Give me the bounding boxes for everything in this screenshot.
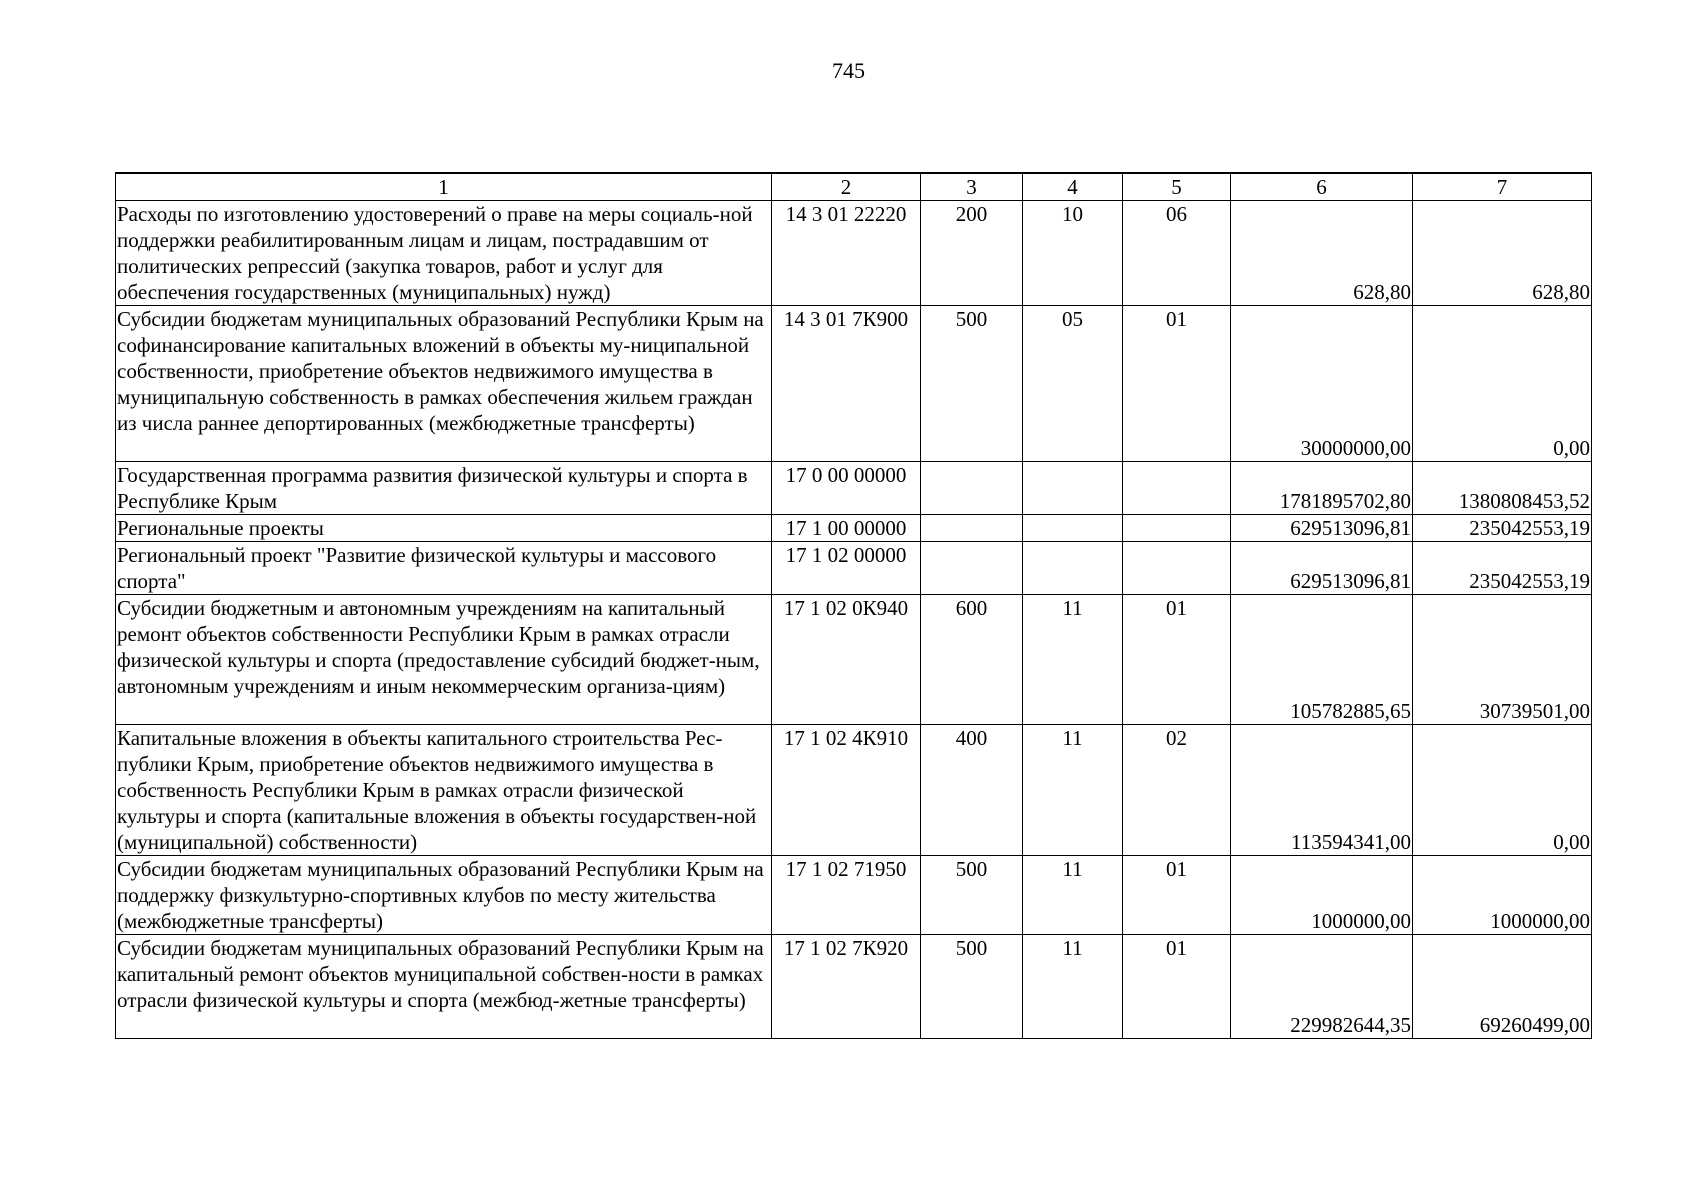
row-amount-2: 235042553,19 [1413,542,1592,595]
row-amount-2: 0,00 [1413,306,1592,462]
row-target-code: 17 1 02 7К920 [772,935,921,1039]
row-section [1023,515,1123,542]
header-col-3: 3 [921,173,1023,201]
row-amount-2: 0,00 [1413,725,1592,856]
row-amount-1: 229982644,35 [1231,935,1413,1039]
row-description: Расходы по изготовлению удостоверений о праве на меры социаль-ной поддержки реабилитированным лицам и лицам, пострадавшим от политических репрессий (закупка товаров, работ и услуг для обеспечения государственных (муниципальных) нужд) [116,201,772,306]
row-expense-type: 500 [921,935,1023,1039]
row-amount-2: 1380808453,52 [1413,462,1592,515]
header-col-2: 2 [772,173,921,201]
row-expense-type: 400 [921,725,1023,856]
row-amount-2: 235042553,19 [1413,515,1592,542]
row-description: Региональные проекты [116,515,772,542]
table-row [116,856,1592,935]
row-description: Субсидии бюджетам муниципальных образований Республики Крым на поддержку физкультурно-спортивных клубов по месту жительства (межбюджетные трансферты) [116,856,772,935]
table-row [116,462,1592,515]
row-amount-1: 105782885,65 [1231,595,1413,725]
row-section: 11 [1023,856,1123,935]
row-description: Государственная программа развития физической культуры и спорта в Республике Крым [116,462,772,515]
header-col-1: 1 [116,173,772,201]
row-section [1023,542,1123,595]
table-row [116,935,1592,1039]
row-expense-type [921,515,1023,542]
table-row [116,201,1592,306]
page-number: 745 [832,58,865,83]
row-amount-1: 628,80 [1231,201,1413,306]
header-col-5: 5 [1123,173,1231,201]
row-amount-1: 113594341,00 [1231,725,1413,856]
row-section: 10 [1023,201,1123,306]
row-target-code: 17 0 00 00000 [772,462,921,515]
table-row [116,542,1592,595]
table-row [116,306,1592,462]
row-expense-type [921,462,1023,515]
row-description: Субсидии бюджетам муниципальных образований Республики Крым на софинансирование капитальных вложений в объекты му-ниципальной собственности, приобретение объектов недвижимого имущества в муниципальную собственность в рамках обеспечения жильем граждан из числа раннее депортированных (межбюджетные трансферты) [116,306,772,462]
row-amount-2: 69260499,00 [1413,935,1592,1039]
row-target-code: 17 1 02 71950 [772,856,921,935]
row-subsection [1123,515,1231,542]
row-expense-type: 200 [921,201,1023,306]
table-header-row [116,173,1592,201]
row-section [1023,462,1123,515]
row-target-code: 14 3 01 7К900 [772,306,921,462]
row-description: Капитальные вложения в объекты капитального строительства Рес-публики Крым, приобретение объектов недвижимого имущества в собственность Республики Крым в рамках отрасли физической культуры и спорта (капитальные вложения в объекты государствен-ной (муниципальной) собственности) [116,725,772,856]
header-col-6: 6 [1231,173,1413,201]
row-subsection: 02 [1123,725,1231,856]
row-subsection [1123,462,1231,515]
header-col-4: 4 [1023,173,1123,201]
header-col-7: 7 [1413,173,1592,201]
row-amount-1: 629513096,81 [1231,542,1413,595]
row-description: Субсидии бюджетам муниципальных образований Республики Крым на капитальный ремонт объектов муниципальной собствен-ности в рамках отрасли физической культуры и спорта (межбюд-жетные трансферты) [116,935,772,1039]
row-amount-1: 1781895702,80 [1231,462,1413,515]
row-amount-1: 629513096,81 [1231,515,1413,542]
budget-table [115,172,1592,1039]
row-description: Субсидии бюджетным и автономным учреждениям на капитальный ремонт объектов собственности Республики Крым в рамках отрасли физической культуры и спорта (предоставление субсидий бюджет-ным, автономным учреждениям и иным некоммерческим организа-циям) [116,595,772,725]
row-expense-type: 600 [921,595,1023,725]
table-row [116,515,1592,542]
row-amount-2: 628,80 [1413,201,1592,306]
row-amount-2: 1000000,00 [1413,856,1592,935]
row-target-code: 14 3 01 22220 [772,201,921,306]
row-section: 11 [1023,725,1123,856]
row-target-code: 17 1 02 0К940 [772,595,921,725]
row-section: 11 [1023,595,1123,725]
row-section: 11 [1023,935,1123,1039]
row-expense-type [921,542,1023,595]
row-amount-2: 30739501,00 [1413,595,1592,725]
row-target-code: 17 1 02 4К910 [772,725,921,856]
row-amount-1: 1000000,00 [1231,856,1413,935]
row-target-code: 17 1 02 00000 [772,542,921,595]
row-subsection: 06 [1123,201,1231,306]
row-expense-type: 500 [921,306,1023,462]
row-expense-type: 500 [921,856,1023,935]
row-subsection: 01 [1123,856,1231,935]
row-subsection: 01 [1123,306,1231,462]
row-target-code: 17 1 00 00000 [772,515,921,542]
row-amount-1: 30000000,00 [1231,306,1413,462]
row-subsection: 01 [1123,595,1231,725]
table-row [116,595,1592,725]
row-section: 05 [1023,306,1123,462]
row-subsection: 01 [1123,935,1231,1039]
table-row [116,725,1592,856]
row-description: Региональный проект "Развитие физической культуры и массового спорта" [116,542,772,595]
row-subsection [1123,542,1231,595]
